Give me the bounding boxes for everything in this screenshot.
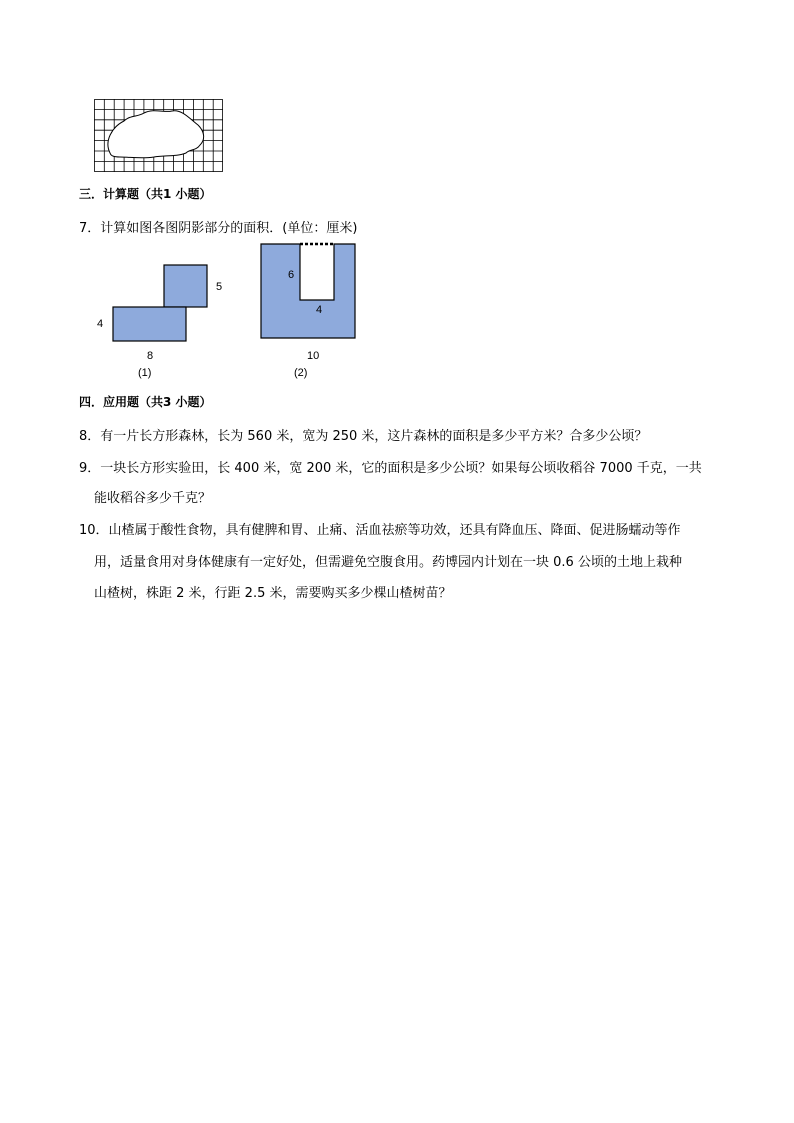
- question-10-line-1: 10．山楂属于酸性食物，具有健脾和胃、止痛、活血祛瘀等功效，还具有降血压、降面、促进肠蠕动等作: [79, 523, 681, 538]
- fig2-label-10: 10: [307, 350, 320, 362]
- fig1-lower-rect: [113, 307, 186, 341]
- fig1-label-5: 5: [216, 281, 223, 293]
- section-3-title: 三．计算题（共1 小题）: [79, 187, 212, 201]
- fig1-caption: (1): [138, 367, 152, 379]
- question-10-line-2: 用，适量食用对身体健康有一定好处，但需避免空腹食用。药博园内计划在一块 0.6 公顷的土地上栽种: [94, 555, 682, 570]
- grid-figure: [94, 99, 224, 173]
- irregular-shape: [108, 111, 204, 158]
- fig1-upper-square: [164, 265, 207, 307]
- question-9-line-1: 9．一块长方形实验田，长 400 米，宽 200 米，它的面积是多少公顷？如果每公顷收稻谷 7000 千克，一共: [79, 461, 702, 476]
- fig1-label-8: 8: [147, 350, 154, 362]
- question-8: 8．有一片长方形森林，长为 560 米，宽为 250 米，这片森林的面积是多少平方米？合多少公顷？: [79, 429, 648, 444]
- figure-2: [260, 241, 360, 341]
- fig2-label-4: 4: [316, 304, 323, 316]
- fig1-label-4: 4: [97, 318, 104, 330]
- question-9-line-2: 能收稻谷多少千克？: [94, 491, 212, 506]
- fig2-u-shape: [261, 244, 355, 338]
- question-10-line-3: 山楂树，株距 2 米，行距 2.5 米，需要购买多少棵山楂树苗？: [94, 586, 452, 601]
- figure-1: [112, 264, 252, 354]
- fig2-label-6: 6: [288, 269, 295, 281]
- section-4-title: 四．应用题（共3 小题）: [79, 395, 212, 409]
- fig2-caption: (2): [294, 367, 308, 379]
- question-7: 7．计算如图各图阴影部分的面积．(单位：厘米): [79, 221, 358, 236]
